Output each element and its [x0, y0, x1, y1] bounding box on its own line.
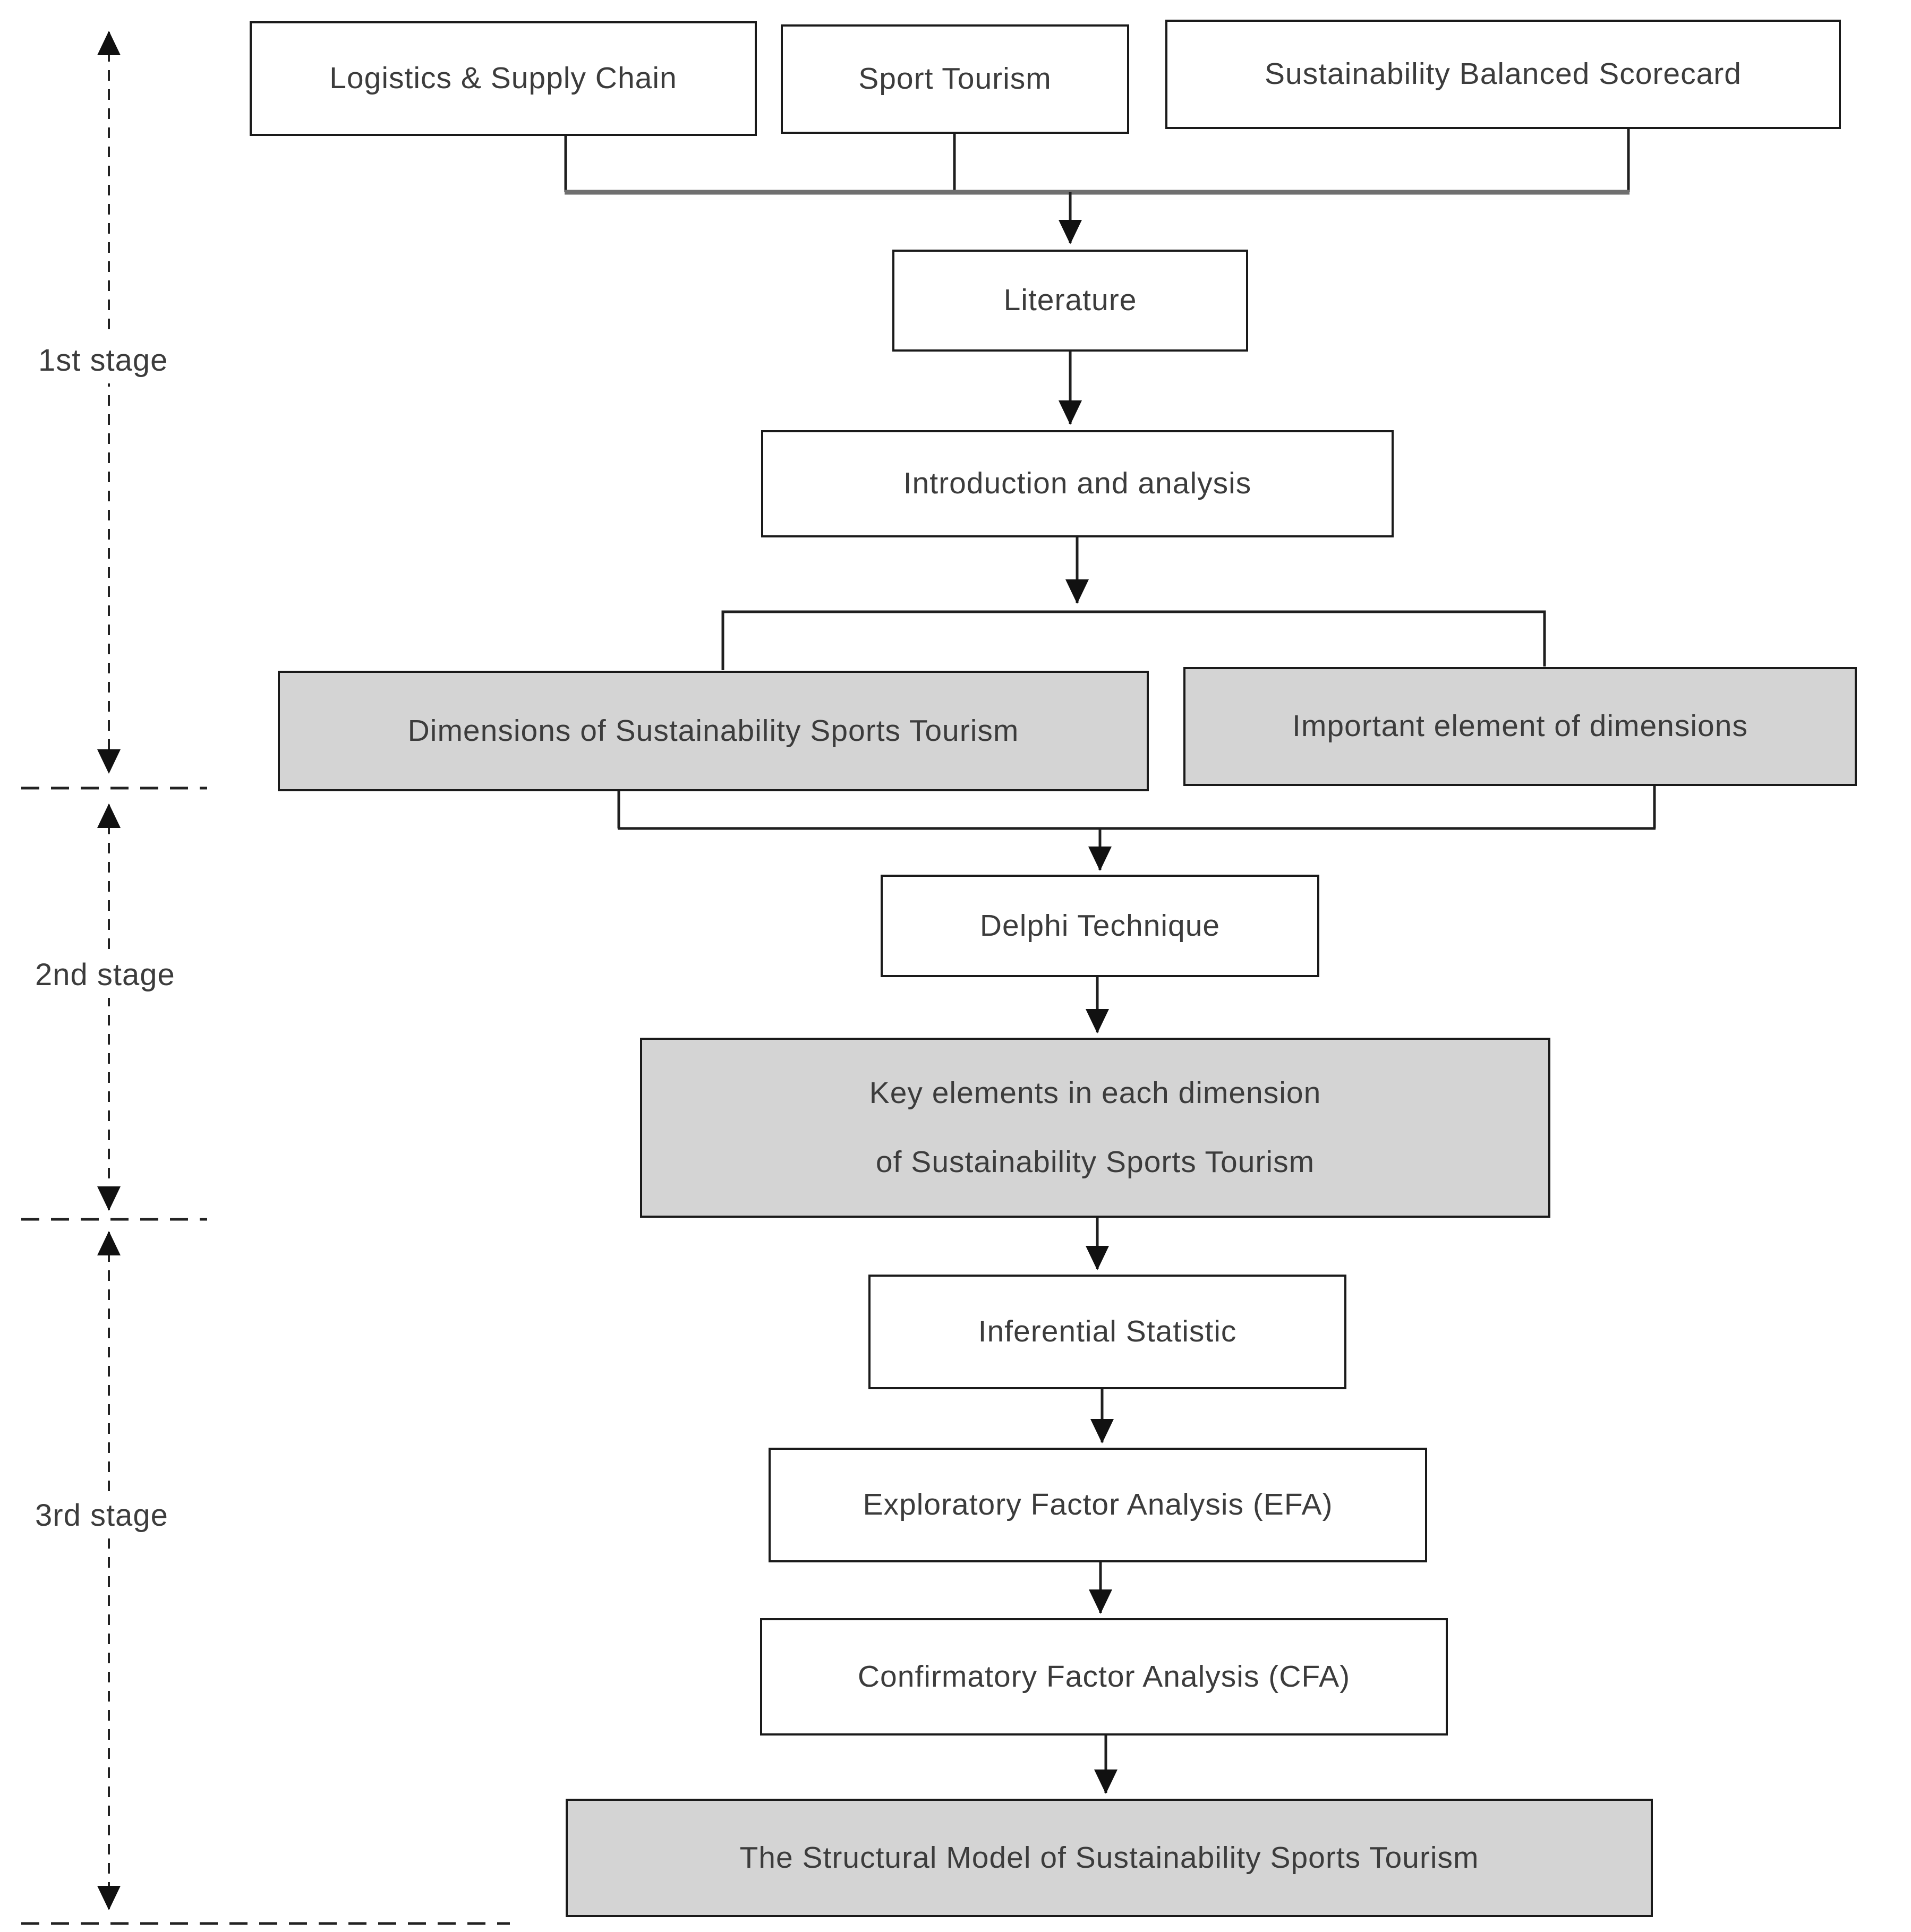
sport-tourism-box: Sport Tourism: [781, 24, 1129, 134]
stage-label-2: 2nd stage: [28, 952, 183, 998]
structural-model-box: The Structural Model of Sustainability Sports Tourism: [566, 1799, 1653, 1917]
inferential-statistic-box: Inferential Statistic: [868, 1275, 1346, 1389]
stage-label-1: 1st stage: [31, 337, 175, 383]
important-element-box: Important element of dimensions: [1183, 667, 1857, 786]
key-elements-box: [640, 1038, 1550, 1218]
efa-box: Exploratory Factor Analysis (EFA): [769, 1448, 1427, 1562]
dimensions-box: Dimensions of Sustainability Sports Tourism: [278, 671, 1149, 791]
key-elements-line2: of Sustainability Sports Tourism: [875, 1144, 1315, 1179]
introduction-analysis-box: Introduction and analysis: [761, 430, 1394, 537]
literature-box: Literature: [892, 250, 1248, 352]
stage-label-3: 3rd stage: [28, 1492, 176, 1538]
top-merge-connector: [565, 129, 1630, 243]
sustainability-balanced-scorecard-box: Sustainability Balanced Scorecard: [1165, 20, 1841, 129]
cfa-box: Confirmatory Factor Analysis (CFA): [760, 1618, 1448, 1736]
split-bracket: [723, 612, 1545, 670]
dimensions-merge-connector: [618, 786, 1656, 870]
delphi-technique-box: Delphi Technique: [881, 875, 1319, 977]
logistics-supply-chain-box: Logistics & Supply Chain: [250, 21, 757, 136]
key-elements-line1: Key elements in each dimension: [869, 1076, 1321, 1110]
